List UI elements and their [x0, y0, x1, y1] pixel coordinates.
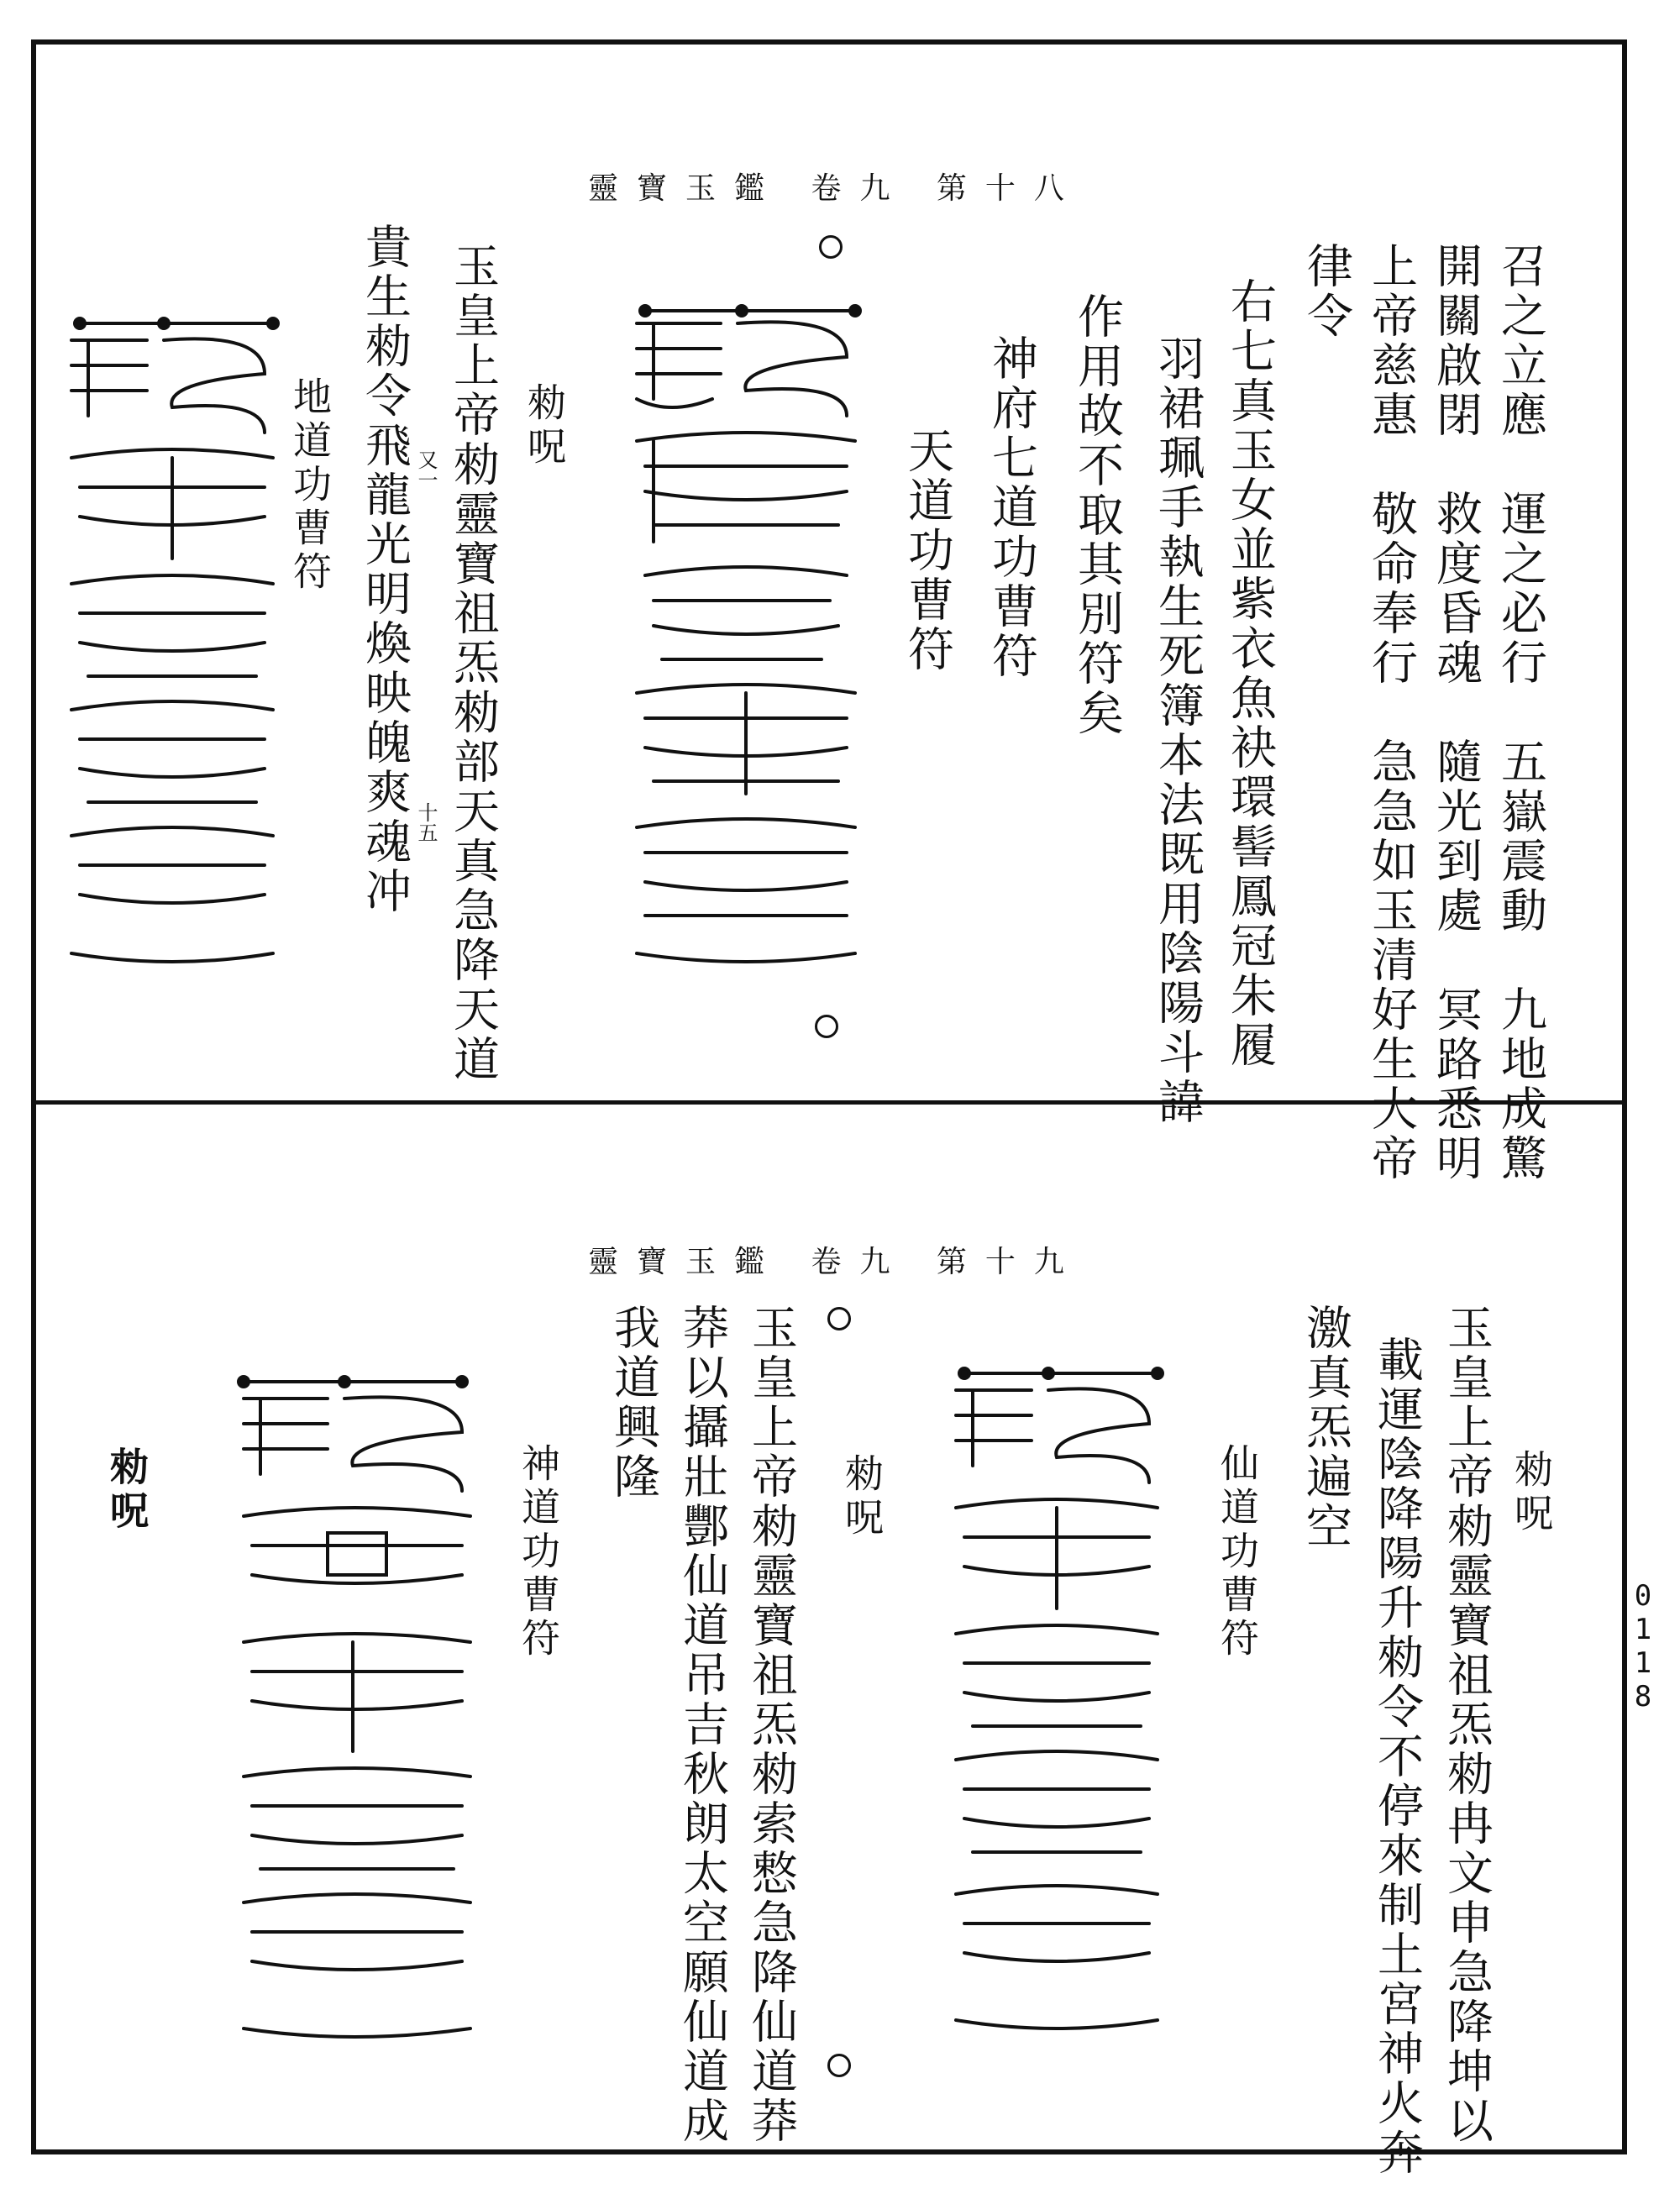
text-column: 玉皇上帝勑靈寶祖炁勑冉文申急降坤以	[1440, 1304, 1494, 2146]
text-column: 勑呪	[104, 1446, 150, 1534]
text-column: 仙道功曹符	[1215, 1443, 1260, 1661]
text-column: 玉皇上帝勑靈寶祖炁勑索慗急降仙道莽	[744, 1304, 798, 2146]
text-column: 開關啟閉 救度昏魂 隨光到處 冥路悉明	[1429, 242, 1483, 1183]
text-column: 勑呪	[1509, 1449, 1554, 1536]
text-column: 玉皇上帝勑靈寶祖炁勑部天真急降天道	[446, 242, 500, 1084]
text-column: 貴生勑令飛龍光明煥映魄爽魂冲	[358, 223, 412, 916]
text-column: 地道功曹符	[287, 376, 333, 595]
text-column: 右七真玉女並紫衣魚袂環髻鳳冠朱履	[1223, 277, 1277, 1070]
text-column: 作用故不取其別符矣	[1070, 292, 1124, 738]
circle-mark	[815, 1015, 838, 1038]
text-column: 上帝慈惠 敬命奉行 急急如玉清好生大帝	[1364, 242, 1418, 1183]
page-header: 靈寶玉鑑 卷九 第十九	[588, 1245, 1083, 1279]
page-number: 0118	[1626, 1579, 1660, 1714]
text-column: 莽以攝壯酆仙道吊吉秋朗太空願仙道成	[675, 1304, 729, 2146]
text-column: 召之立應 運之必行 五嶽震動 九地成驚	[1494, 242, 1547, 1183]
side-note: 又一	[414, 449, 438, 490]
text-column: 神道功曹符	[516, 1443, 561, 1661]
talisman-seal-heavenly	[620, 290, 872, 979]
circle-mark	[827, 1307, 851, 1330]
text-column: 勑呪	[522, 382, 567, 470]
text-column: 載運陰降陽升勑令不停來制土宮神火奔	[1370, 1336, 1424, 2178]
talisman-seal-immortal	[948, 1357, 1174, 2045]
text-column: 激真炁遍空	[1299, 1304, 1352, 1551]
text-column: 天道功曹符	[900, 427, 954, 674]
text-column: 羽裙珮手執生死簿本法既用陰陽斗諱	[1151, 334, 1205, 1127]
page-header: 靈寶玉鑑 卷九 第十八	[588, 171, 1083, 206]
side-note: 十五	[414, 802, 438, 842]
text-column: 神府七道功曹符	[984, 334, 1038, 681]
talisman-seal-divine	[235, 1365, 487, 2054]
circle-mark	[819, 235, 843, 259]
text-column: 律令	[1299, 242, 1353, 341]
text-column: 勑呪	[839, 1453, 885, 1540]
talisman-seal-earthly	[63, 307, 290, 979]
circle-mark	[827, 2054, 851, 2077]
text-column: 我道興隆	[606, 1304, 660, 1502]
